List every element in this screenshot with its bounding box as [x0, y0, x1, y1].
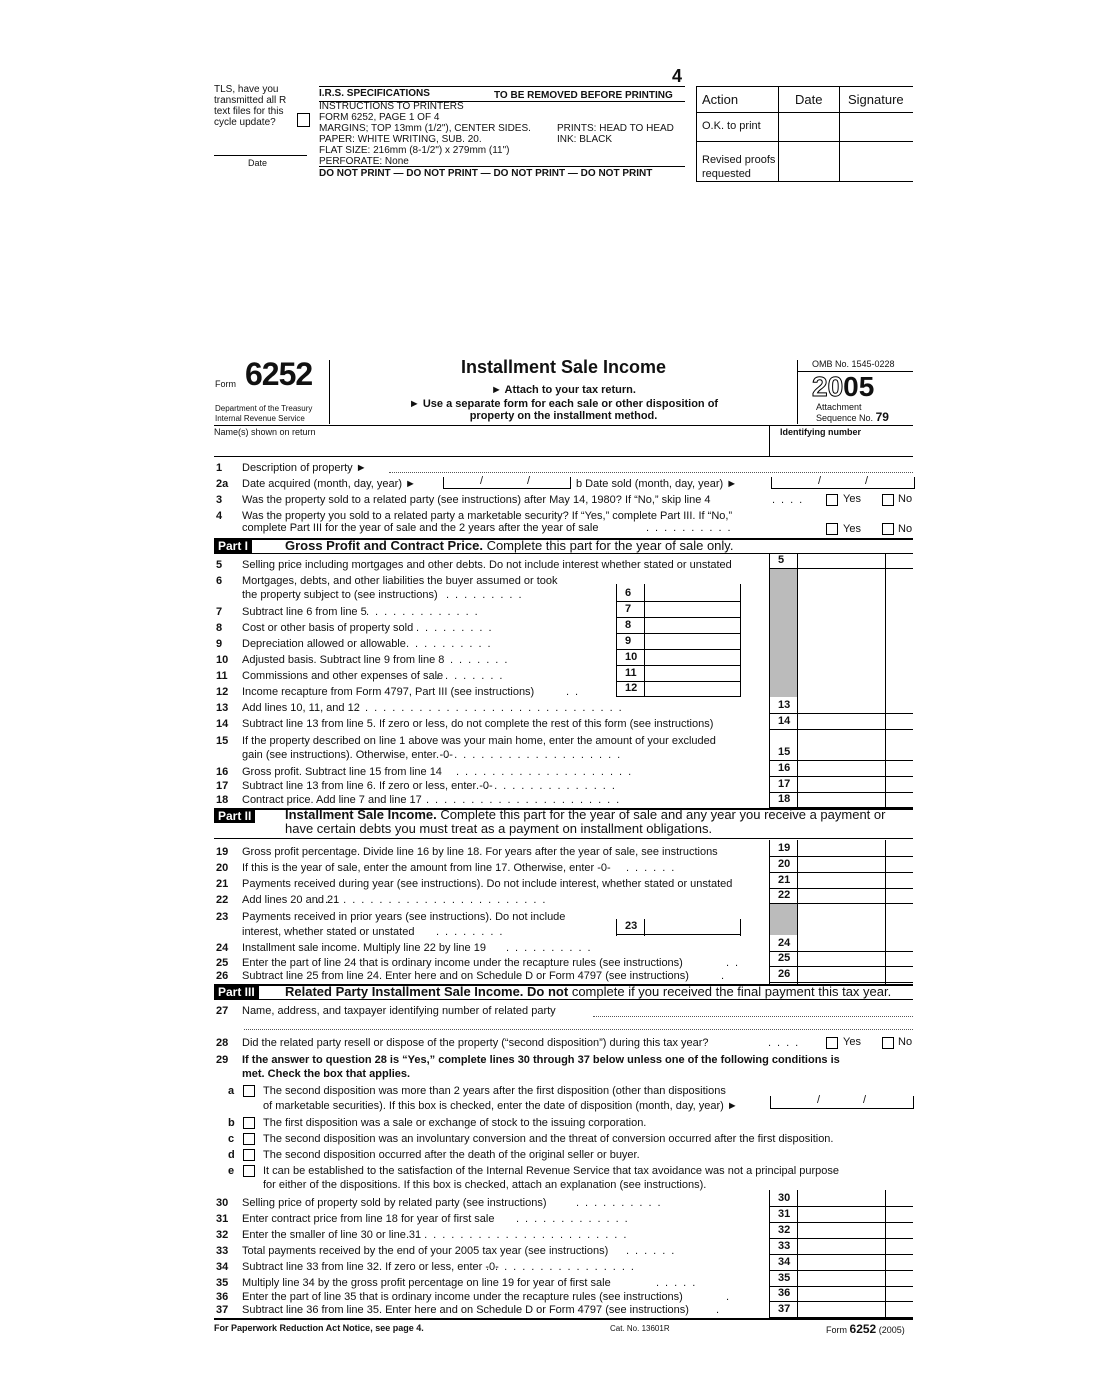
line-box-10: 10	[625, 651, 638, 663]
line-text: Subtract line 33 from line 32. If zero or less, enter -0-	[242, 1261, 499, 1273]
line-text: Multiply line 34 by the gross profit percentage on line 19 for year of first sale	[242, 1277, 611, 1289]
date-slash: /	[817, 1094, 821, 1106]
line-text: Add lines 10, 11, and 12	[242, 702, 360, 714]
revised-proofs	[702, 153, 775, 181]
line-text: Was the property you sold to a related party a marketable security? If “Yes,” complete Part III. If “No,”	[242, 510, 733, 522]
amount-input-line-10[interactable]	[645, 651, 740, 665]
line-number: 13	[216, 702, 229, 714]
line-number: 15	[216, 735, 229, 747]
line-text: Enter the smaller of line 30 or line 31	[242, 1229, 422, 1241]
part-title-bold: Do not	[527, 984, 569, 999]
line-number: 34	[216, 1261, 229, 1273]
spec-line: PAPER: WHITE WRITING, SUB. 20.	[319, 134, 482, 145]
amount-input-line-12[interactable]	[645, 682, 740, 696]
attachment-label	[816, 402, 889, 423]
related-party-input-2[interactable]	[244, 1029, 913, 1030]
amount-input-line-11[interactable]	[645, 667, 740, 681]
line-box-9: 9	[625, 635, 632, 647]
line-text: Commissions and other expenses of sale	[242, 670, 444, 682]
revised-proofs-line: requested	[702, 168, 751, 180]
line-number: 6	[216, 575, 223, 587]
amount-input-line-20[interactable]	[798, 858, 912, 872]
line-number: 18	[216, 794, 229, 806]
line-text: Selling price including mortgages and other debts. Do not include interest whether stated or unstated	[242, 559, 732, 571]
condition-text: for either of the dispositions. If this box is checked, attach an explanation (see instructions).	[263, 1179, 707, 1191]
line-text: Cost or other basis of property sold	[242, 622, 414, 634]
yes-label: Yes	[843, 493, 861, 505]
line-text: Date acquired (month, day, year) ►	[242, 478, 416, 490]
part-2-label: Part II	[214, 809, 255, 823]
line-text: Enter contract price from line 18 for year of first sale	[242, 1213, 495, 1225]
amount-input-line-21[interactable]	[798, 874, 912, 888]
sequence-text: Sequence No.	[816, 413, 874, 423]
yes-label: Yes	[843, 1036, 861, 1048]
line-number: 27	[216, 1005, 229, 1017]
ink-note: INK: BLACK	[557, 134, 613, 145]
line-text: Was the property sold to a related party (see instructions) after May 14, 1980? If “No,” skip line 4	[242, 494, 711, 506]
footer-cat: Cat. No. 13601R	[610, 1324, 670, 1333]
line-number: 8	[216, 622, 223, 634]
condition-text: It can be established to the satisfaction of the Internal Revenue Service that tax avoidance was not a principal purpose	[263, 1165, 840, 1177]
line-text: Total payments received by the end of your 2005 tax year (see instructions)	[242, 1245, 609, 1257]
footer-form-number: 6252	[849, 1322, 877, 1336]
id-label: Identifying number	[780, 427, 861, 437]
date-label: Date	[248, 158, 268, 168]
line-number: 10	[216, 654, 229, 666]
irs-spec-title: I.R.S. SPECIFICATIONS	[319, 88, 430, 99]
line-number: 21	[216, 878, 229, 890]
part-title-rest: Complete this part for the year of sale only.	[486, 538, 734, 553]
footer-form-label: Form	[826, 1325, 847, 1335]
amount-input-line-30[interactable]	[798, 1192, 912, 1206]
line-box-8: 8	[625, 619, 632, 631]
line-number: 2a	[216, 478, 229, 490]
line-text: If the answer to question 28 is “Yes,” complete lines 30 through 37 below unless one of the following conditions is	[242, 1054, 840, 1066]
line-text: Did the related party resell or dispose of the property (“second disposition”) during this tax year?	[242, 1037, 709, 1049]
tls-note-line: transmitted all R	[214, 95, 287, 106]
part-2-title	[285, 808, 885, 836]
line-box-22: 22	[778, 889, 791, 901]
line-text: Subtract line 13 from line 6. If zero or less, enter -0-	[242, 780, 493, 792]
line-text: Subtract line 25 from line 24. Enter here and on Schedule D or Form 4797 (see instructions)	[242, 970, 689, 982]
line-4-no-checkbox[interactable]	[882, 523, 894, 535]
amount-input-line-17[interactable]	[798, 778, 912, 792]
condition-e-checkbox[interactable]	[243, 1165, 255, 1177]
line-box-25: 25	[778, 952, 791, 964]
line-text: Payments received in prior years (see instructions). Do not include	[242, 911, 566, 923]
line-number: 17	[216, 780, 229, 792]
line-text: gain (see instructions). Otherwise, enter -0-	[242, 749, 453, 761]
amount-input-line-8[interactable]	[645, 619, 740, 633]
form-sub2: ► Use a separate form for each sale or other disposition of	[408, 398, 719, 410]
line-number: 14	[216, 718, 229, 730]
tax-year-bold: 05	[843, 371, 875, 402]
line-text: If this is the year of sale, enter the amount from line 17. Otherwise, enter -0-	[242, 862, 611, 874]
tax-year-outline: 20	[812, 371, 844, 402]
omb-number: OMB No. 1545-0228	[812, 359, 895, 369]
line-number: 1	[216, 462, 223, 474]
condition-key: b	[228, 1117, 235, 1129]
condition-b-checkbox[interactable]	[243, 1117, 255, 1129]
part-title-rest: complete if you received the final payment this tax year.	[571, 984, 892, 999]
line-text: If the property described on line 1 above was your main home, enter the amount of your excluded	[242, 735, 716, 747]
line-number: 37	[216, 1304, 229, 1316]
line-number: 30	[216, 1197, 229, 1209]
line-box-34: 34	[778, 1256, 791, 1268]
line-text: complete Part III for the year of sale and the 2 years after the year of sale	[242, 522, 599, 534]
sequence-number: 79	[875, 410, 889, 424]
line-number: 3	[216, 494, 223, 506]
line-4-yes-checkbox[interactable]	[826, 523, 838, 535]
line-number: 32	[216, 1229, 229, 1241]
line-number: 24	[216, 942, 229, 954]
date-slash: /	[527, 475, 531, 487]
line-box-36: 36	[778, 1287, 791, 1299]
condition-a-checkbox[interactable]	[243, 1085, 255, 1097]
line-text: Depreciation allowed or allowable	[242, 638, 406, 650]
line-box-24: 24	[778, 937, 791, 949]
part-3-title	[285, 984, 891, 999]
part-1-title	[285, 538, 733, 553]
form-label: Form	[215, 379, 236, 389]
line-text: Contract price. Add line 7 and line 17	[242, 794, 422, 806]
second-disposition-date-input[interactable]	[770, 1096, 914, 1109]
revised-proofs-line: Revised proofs	[702, 154, 776, 166]
line-number: 23	[216, 911, 229, 923]
condition-key: d	[228, 1149, 235, 1161]
amount-input-line-19[interactable]	[798, 842, 912, 856]
part-1-label: Part I	[214, 539, 252, 553]
part-title-rest: Complete this part for the year of sale and any year you receive a payment or	[440, 807, 886, 822]
amount-input-line-34[interactable]	[798, 1256, 912, 1270]
spec-lines	[319, 101, 531, 167]
amount-input-line-18[interactable]	[798, 793, 912, 807]
part-title-bold: Installment Sale Income.	[285, 807, 437, 822]
line-number: 26	[216, 970, 229, 982]
part-title-rest: have certain debts you must treat as a payment on installment obligations.	[285, 821, 713, 836]
tls-note-line: cycle update?	[214, 117, 276, 128]
line-text: Add lines 20 and 21	[242, 894, 340, 906]
line-number: 19	[216, 846, 229, 858]
line-number: 28	[216, 1037, 229, 1049]
line-text: Subtract line 36 from line 35. Enter here and on Schedule D or Form 4797 (see instructions)	[242, 1304, 689, 1316]
tls-checkbox[interactable]	[297, 113, 310, 127]
spec-line: INSTRUCTIONS TO PRINTERS	[319, 101, 464, 112]
date-slash: /	[480, 475, 484, 487]
line-number: 20	[216, 862, 229, 874]
line-box-14: 14	[778, 715, 791, 727]
names-label: Name(s) shown on return	[214, 427, 316, 437]
line-number: 16	[216, 766, 229, 778]
line-box-5: 5	[778, 554, 785, 566]
ok-to-print: O.K. to print	[702, 120, 761, 132]
line-number: 22	[216, 894, 229, 906]
line-box-17: 17	[778, 778, 791, 790]
line-text: Payments received during year (see instructions). Do not include interest, whether stated or unstated	[242, 878, 733, 890]
line-text: the property subject to (see instructions)	[242, 589, 438, 601]
tls-note-line: TLS, have you	[214, 84, 279, 95]
condition-text: The first disposition was a sale or exchange of stock to the issuing corporation.	[263, 1117, 647, 1129]
amount-input-line-26[interactable]	[798, 968, 912, 982]
amount-input-line-13[interactable]	[798, 699, 912, 713]
date-slash: /	[863, 1094, 867, 1106]
amount-input-line-6[interactable]	[645, 587, 740, 601]
line-text: Income recapture from Form 4797, Part III (see instructions)	[242, 686, 535, 698]
spec-line: MARGINS; TOP 13mm (1/2"), CENTER SIDES.	[319, 123, 531, 134]
part-3-label: Part III	[214, 985, 259, 999]
condition-c-checkbox[interactable]	[243, 1133, 255, 1145]
no-label: No	[898, 1036, 913, 1048]
department-line: Internal Revenue Service	[215, 414, 305, 423]
form-sub3: property on the installment method.	[469, 410, 658, 422]
line-2b	[576, 478, 737, 490]
attachment-text: Attachment	[816, 402, 862, 412]
line-box-18: 18	[778, 793, 791, 805]
line-box-19: 19	[778, 842, 791, 854]
line-text: Enter the part of line 35 that is ordinary income under the recapture rules (see instructions)	[242, 1291, 683, 1303]
amount-input-line-37[interactable]	[798, 1303, 912, 1317]
part-title-bold: Gross Profit and Contract Price.	[285, 538, 483, 553]
tax-year	[812, 372, 874, 402]
amount-input-line-35[interactable]	[798, 1272, 912, 1286]
line-text: Selling price of property sold by related party (see instructions)	[242, 1197, 547, 1209]
line-text: Mortgages, debts, and other liabilities the buyer assumed or took	[242, 575, 558, 587]
line-text: Description of property ►	[242, 462, 367, 474]
line-box-12: 12	[625, 682, 638, 694]
amount-input-line-16[interactable]	[798, 762, 912, 776]
condition-key: c	[228, 1133, 235, 1145]
footer-year: (2005)	[878, 1325, 905, 1335]
condition-d-checkbox[interactable]	[243, 1149, 255, 1161]
line-box-30: 30	[778, 1192, 791, 1204]
amount-input-line-33[interactable]	[798, 1240, 912, 1254]
line-text: Gross profit. Subtract line 15 from line 14	[242, 766, 442, 778]
condition-key: e	[228, 1165, 235, 1177]
amount-input-line-32[interactable]	[798, 1224, 912, 1238]
line-box-16: 16	[778, 762, 791, 774]
do-not-print: DO NOT PRINT — DO NOT PRINT — DO NOT PRINT — DO NOT PRINT	[319, 168, 653, 179]
line-number: 25	[216, 957, 229, 969]
yes-label: Yes	[843, 523, 861, 535]
condition-text: The second disposition occurred after the death of the original seller or buyer.	[263, 1149, 640, 1161]
line-text: Installment sale income. Multiply line 22 by line 19	[242, 942, 486, 954]
line-text: met. Check the box that applies.	[242, 1068, 411, 1080]
approval-table	[696, 86, 913, 182]
col-date: Date	[795, 92, 823, 107]
line-1-input[interactable]	[389, 472, 913, 473]
line-box-26: 26	[778, 968, 791, 980]
line-number: 29	[216, 1054, 229, 1066]
line-box-13: 13	[778, 699, 791, 711]
date-acquired-input[interactable]	[443, 477, 571, 489]
line-number: 7	[216, 606, 223, 618]
no-label: No	[898, 523, 913, 535]
amount-input-line-22[interactable]	[798, 889, 912, 903]
amount-input-line-23[interactable]	[645, 920, 740, 934]
amount-input-line-24[interactable]	[798, 937, 912, 951]
amount-input-line-5[interactable]	[798, 554, 912, 568]
line-box-7: 7	[625, 603, 632, 615]
related-party-input[interactable]	[593, 1016, 913, 1017]
no-label: No	[898, 493, 913, 505]
prints-note: PRINTS: HEAD TO HEAD	[557, 123, 674, 134]
tls-note	[214, 84, 286, 128]
form-sub1: ► Attach to your tax return.	[491, 384, 636, 396]
condition-text: The second disposition was more than 2 years after the first disposition (other than dispositions	[263, 1085, 726, 1097]
page-number: 4	[672, 66, 683, 86]
line-3-yes-checkbox[interactable]	[826, 494, 838, 506]
line-number: 31	[216, 1213, 229, 1225]
amount-input-line-36[interactable]	[798, 1287, 912, 1301]
footer-form	[826, 1322, 905, 1336]
footer-paperwork: For Paperwork Reduction Act Notice, see page 4.	[214, 1323, 424, 1333]
col-action: Action	[702, 92, 739, 107]
line-text: Subtract line 13 from line 5. If zero or less, do not complete the rest of this form (see instructions)	[242, 718, 714, 730]
amount-input-line-15[interactable]	[798, 746, 912, 760]
spec-line: PERFORATE: None	[319, 156, 409, 167]
form-title: Installment Sale Income	[460, 357, 667, 377]
line-number: 4	[216, 510, 223, 522]
condition-text: of marketable securities). If this box is checked, enter the date of disposition (month, day, year) ►	[263, 1100, 738, 1112]
line-3-no-checkbox[interactable]	[882, 494, 894, 506]
amount-input-line-31[interactable]	[798, 1208, 912, 1222]
line-box-21: 21	[778, 874, 791, 886]
line-text: Gross profit percentage. Divide line 16 by line 18. For years after the year of sale, see instructions	[242, 846, 718, 858]
tls-note-line: text files for this	[214, 106, 284, 117]
col-signature: Signature	[848, 92, 904, 107]
line-28-no-checkbox[interactable]	[882, 1037, 894, 1049]
line-number: 11	[216, 670, 228, 682]
line-box-23: 23	[625, 920, 638, 932]
part-title-bold: Related Party Installment Sale Income.	[285, 984, 524, 999]
amount-input-line-25[interactable]	[798, 952, 912, 966]
department	[215, 404, 312, 424]
date-slash: /	[865, 475, 869, 487]
department-line: Department of the Treasury	[215, 404, 313, 413]
line-box-31: 31	[778, 1208, 791, 1220]
line-number: 36	[216, 1291, 229, 1303]
line-number: 12	[216, 686, 229, 698]
line-box-37: 37	[778, 1303, 791, 1315]
line-box-33: 33	[778, 1240, 791, 1252]
date-slash: /	[818, 475, 822, 487]
amount-input-line-9[interactable]	[645, 635, 740, 649]
spec-line: FORM 6252, PAGE 1 OF 4	[319, 112, 440, 123]
line-text: interest, whether stated or unstated	[242, 926, 415, 938]
line-text: Adjusted basis. Subtract line 9 from line 8	[242, 654, 445, 666]
line-number: 5	[216, 559, 223, 571]
date-sold-input[interactable]	[771, 477, 915, 489]
line-number: 33	[216, 1245, 229, 1257]
line-text: Enter the part of line 24 that is ordinary income under the recapture rules (see instructions)	[242, 957, 683, 969]
line-number: 35	[216, 1277, 229, 1289]
amount-input-line-14[interactable]	[798, 715, 912, 729]
line-number: 9	[216, 638, 223, 650]
line-box-15: 15	[778, 746, 791, 758]
line-text: b Date sold (month, day, year) ►	[576, 478, 738, 490]
condition-text: The second disposition was an involuntary conversion and the threat of conversion occurred after the first disposition.	[263, 1133, 834, 1145]
amount-input-line-7[interactable]	[645, 603, 740, 617]
remove-note: TO BE REMOVED BEFORE PRINTING	[494, 90, 673, 101]
line-28-yes-checkbox[interactable]	[826, 1037, 838, 1049]
line-text: Subtract line 6 from line 5	[242, 606, 367, 618]
line-box-6: 6	[625, 587, 632, 599]
form-number: 6252	[245, 356, 313, 392]
line-box-11: 11	[625, 667, 637, 679]
line-text: Name, address, and taxpayer identifying number of related party	[242, 1005, 556, 1017]
spec-line: FLAT SIZE: 216mm (8-1/2") x 279mm (11")	[319, 145, 510, 156]
line-box-32: 32	[778, 1224, 791, 1236]
line-box-35: 35	[778, 1272, 791, 1284]
condition-key: a	[228, 1085, 235, 1097]
line-box-20: 20	[778, 858, 791, 870]
